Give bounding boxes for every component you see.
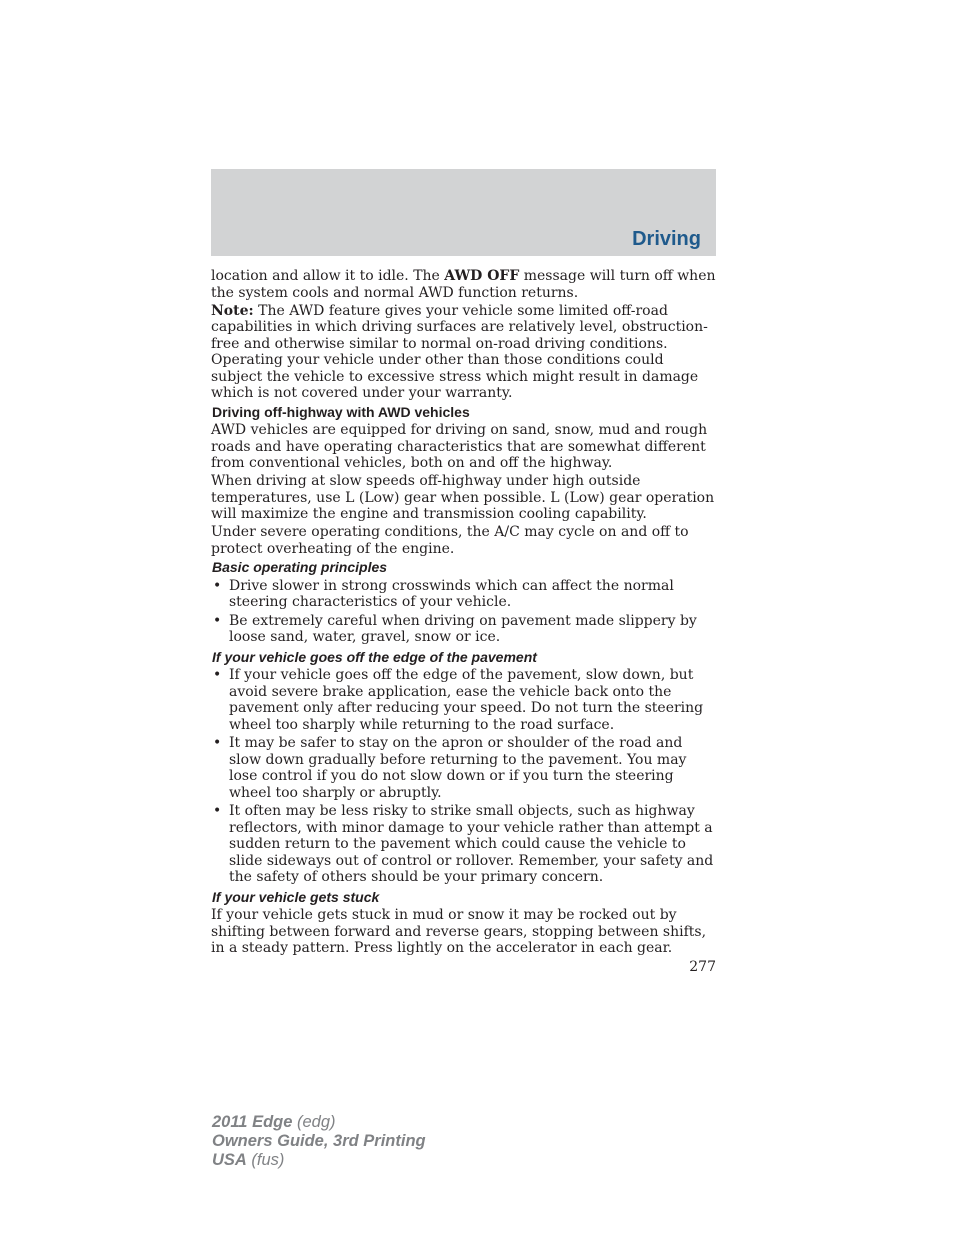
page-content [211,268,717,958]
heading-off-highway: Driving off-highway with AWD vehicles [212,403,470,420]
page-number: 277 [689,959,716,975]
list-item: • Be extremely careful when driving on pavement made slippery by loose sand, water, gravel, snow or ice. [211,613,717,646]
footer-line-printing: Owners Guide, 3rd Printing [212,1132,426,1150]
heading-off-edge: If your vehicle goes off the edge of the pavement [212,648,537,665]
footer-line-model: 2011 Edge (edg) [212,1113,336,1131]
list-item: • Drive slower in strong crosswinds which can affect the normal steering characteristics of your vehicle. [211,578,717,611]
note-paragraph: Note: The AWD feature gives your vehicle some limited off-road capabilities in which driving surfaces are relatively level, obstruction-free and otherwise similar to normal on-road driving conditions. Operating your vehicle under other than those conditions could subject the vehicle to excessive stress which might result in damage which is not covered under your warranty. [211,302,708,401]
paragraph-awd-2: When driving at slow speeds off-highway under high outside temperatures, use L (Low) gear when possible. L (Low) gear operation will maximize the engine and transmission cooling capability. [211,473,715,522]
note-label: Note: [211,302,254,319]
paragraph-awd-off: location and allow it to idle. The AWD OFF message will turn off when the system cools and normal AWD function returns. [211,268,716,301]
basic-principles-list [211,578,717,646]
paragraph-awd-1: AWD vehicles are equipped for driving on sand, snow, mud and rough roads and have operating characteristics that are somewhat different from conventional vehicles, both on and off the highway. [211,422,708,471]
off-edge-list [211,667,717,886]
section-header-band [211,169,716,256]
heading-basic-principles: Basic operating principles [212,559,388,575]
paragraph-stuck: If your vehicle gets stuck in mud or snow it may be rocked out by shifting between forward and reverse gears, stopping between shifts, in a steady pattern. Press lightly on the accelerator in each gear. [211,907,707,956]
section-title: Driving [632,228,701,250]
awd-off-term: AWD OFF [444,268,520,284]
paragraph-awd-3: Under severe operating conditions, the A/C may cycle on and off to protect overheating of the engine. [211,524,689,557]
heading-stuck: If your vehicle gets stuck [212,888,380,905]
list-item: • If your vehicle goes off the edge of the pavement, slow down, but avoid severe brake application, ease the vehicle back onto the pavement only after reducing your speed. Do not turn the steering wheel too sharply while returning to the road surface. [211,667,717,733]
list-item: • It may be safer to stay on the apron or shoulder of the road and slow down gradually before returning to the pavement. You may lose control if you do not slow down or if you turn the steering wheel too sharply or abruptly. [211,735,717,801]
footer-line-market: USA (fus) [212,1151,285,1169]
print-footer [212,1113,426,1170]
list-item: • It often may be less risky to strike small objects, such as highway reflectors, with minor damage to your vehicle rather than attempt a sudden return to the pavement which could cause the vehicle to slide sideways out of control or rollover. Remember, your safety and the safety of others should be your primary concern. [211,803,717,886]
